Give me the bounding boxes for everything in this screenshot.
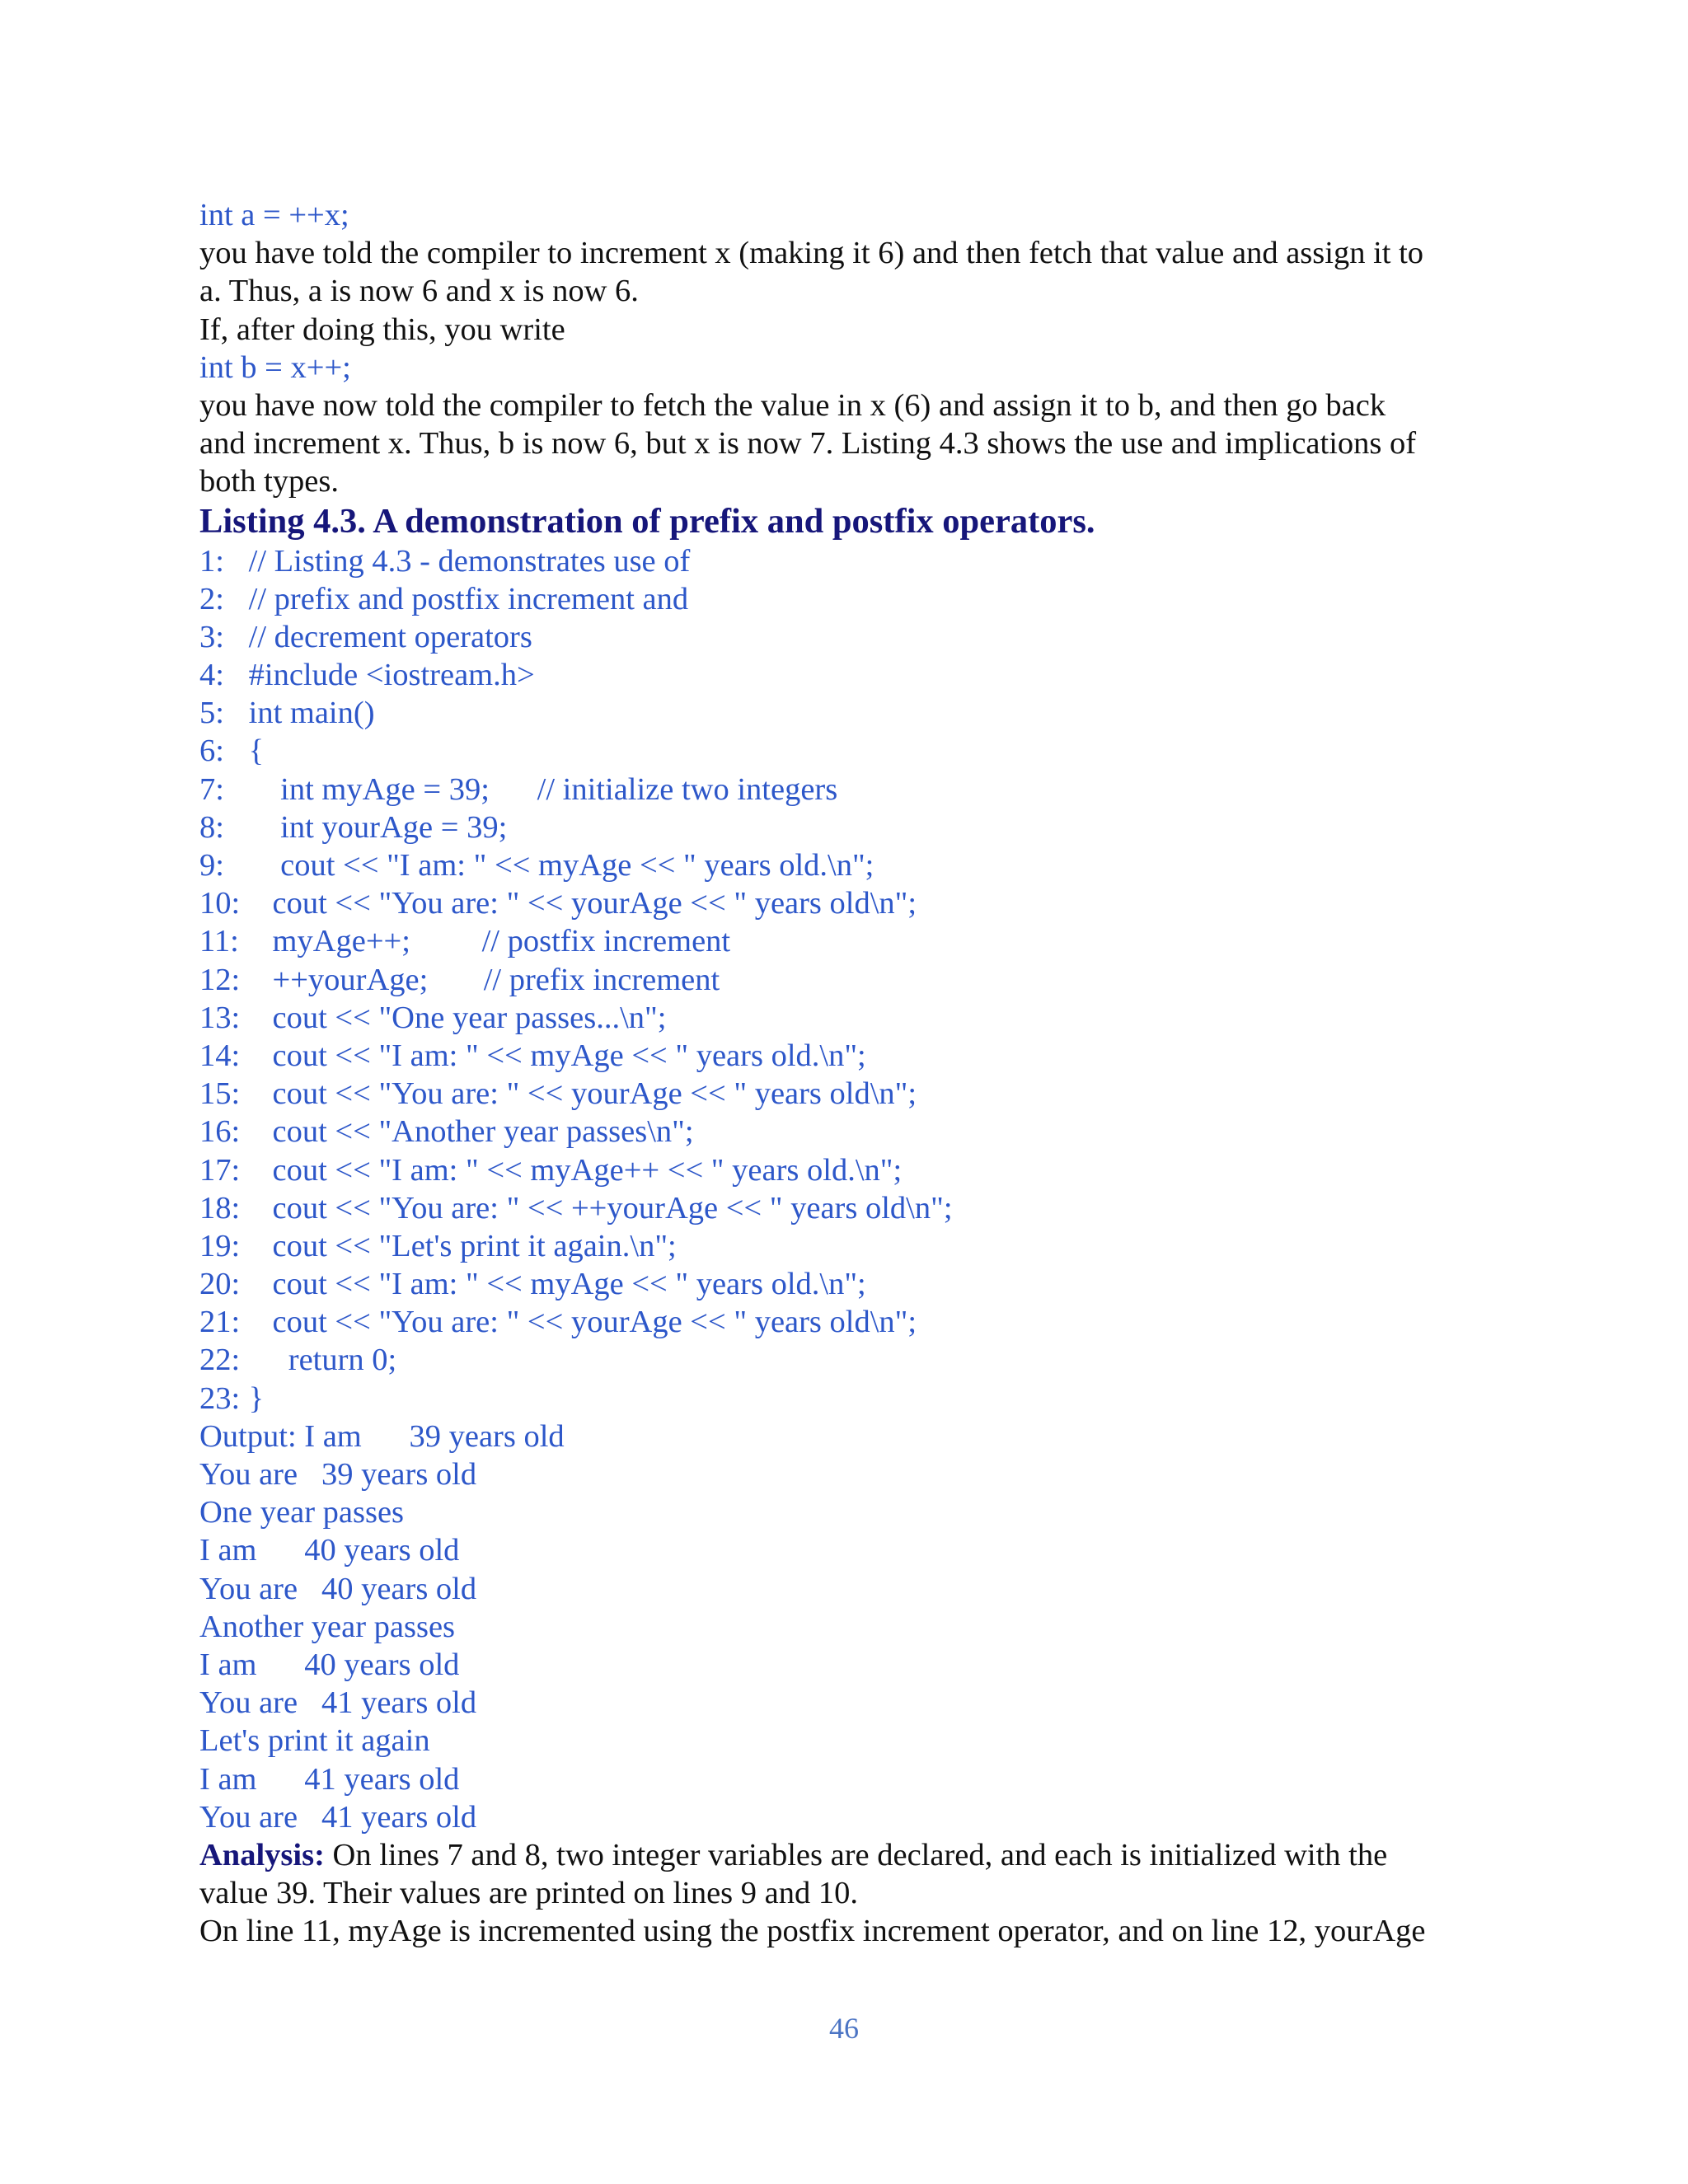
code-text: cout << "You are: " << yourAge << " years old\n";: [241, 1076, 917, 1112]
code-line: [199, 618, 1502, 656]
analysis-text: On lines 7 and 8, two integer variables are declared, and each is initialized with the: [324, 1837, 1388, 1872]
code-line: [199, 922, 1502, 960]
code-text: int myAge = 39; // initialize two integers: [241, 771, 838, 807]
analysis-paragraph-line: On line 11, myAge is incremented using the postfix increment operator, and on line 12, yourAge: [199, 1914, 1426, 1949]
code-line: [199, 884, 1502, 922]
code-text: cout << "I am: " << myAge << " years old.\n";: [241, 1038, 866, 1073]
output-line: You are 40 years old: [199, 1571, 477, 1606]
output-line: You are 41 years old: [199, 1685, 477, 1721]
code-line: [199, 1303, 1502, 1341]
page-number: 46: [829, 2012, 859, 2045]
code-line: [199, 1075, 1502, 1113]
page-content: [199, 196, 1502, 1950]
line-number: 1:: [199, 543, 224, 579]
code-text: #include <iostream.h>: [241, 658, 535, 693]
line-number: 12:: [199, 962, 241, 997]
code-text: return 0;: [241, 1343, 397, 1378]
code-line: [199, 771, 1502, 808]
code-text: // prefix and postfix increment and: [241, 581, 689, 616]
line-number: 18:: [199, 1190, 241, 1226]
output-line: I am 40 years old: [199, 1647, 460, 1682]
code-line: [199, 1380, 1502, 1418]
line-number: 9:: [199, 848, 224, 883]
output-line: I am 41 years old: [199, 1761, 460, 1797]
line-number: 20:: [199, 1267, 241, 1302]
code-text: cout << "I am: " << myAge << " years old.\n";: [241, 848, 874, 883]
code-text: ++yourAge; // prefix increment: [241, 962, 720, 997]
code-text: int yourAge = 39;: [241, 809, 508, 845]
output-line: I am 40 years old: [199, 1533, 460, 1568]
code-line: [199, 846, 1502, 884]
output-line: You are 39 years old: [199, 1457, 477, 1492]
output-line: Let's print it again: [199, 1723, 430, 1759]
paragraph-line: a. Thus, a is now 6 and x is now 6.: [199, 274, 639, 309]
line-number: 16:: [199, 1114, 241, 1150]
line-number: 5:: [199, 696, 224, 731]
line-number: 17:: [199, 1152, 241, 1188]
analysis-label: Analysis:: [199, 1837, 325, 1872]
line-number: 6:: [199, 733, 224, 769]
code-line: [199, 1189, 1502, 1227]
code-text: cout << "You are: " << yourAge << " years old\n";: [241, 886, 917, 921]
code-text: cout << "One year passes...\n";: [241, 1000, 667, 1035]
listing-heading: Listing 4.3. A demonstration of prefix and postfix operators.: [199, 501, 1095, 541]
paragraph-line: If, after doing this, you write: [199, 312, 565, 347]
paragraph-line: you have now told the compiler to fetch the value in x (6) and assign it to b, and then go back: [199, 387, 1386, 423]
code-text: cout << "Let's print it again.\n";: [241, 1228, 677, 1263]
code-text: cout << "Another year passes\n";: [241, 1114, 694, 1150]
code-text: cout << "You are: " << yourAge << " years old\n";: [241, 1305, 917, 1340]
code-line: [199, 656, 1502, 694]
code-line: [199, 580, 1502, 618]
line-number: 8:: [199, 809, 224, 845]
code-line: [199, 542, 1502, 580]
code-line: [199, 732, 1502, 770]
analysis-paragraph-line: [199, 1836, 1502, 1874]
line-number: 15:: [199, 1076, 241, 1112]
code-line: [199, 808, 1502, 846]
code-text: int main(): [241, 696, 375, 731]
output-line: Another year passes: [199, 1609, 456, 1644]
line-number: 4:: [199, 658, 224, 693]
code-line: [199, 694, 1502, 732]
line-number: 14:: [199, 1038, 241, 1073]
code-text: }: [241, 1380, 265, 1416]
program-output: [199, 1418, 1502, 1836]
code-text: myAge++; // postfix increment: [241, 924, 731, 959]
code-line: [199, 1265, 1502, 1303]
code-line: [199, 1113, 1502, 1151]
code-line: [199, 1151, 1502, 1189]
code-line: [199, 1037, 1502, 1075]
code-text: // Listing 4.3 - demonstrates use of: [241, 543, 691, 579]
line-number: 3:: [199, 619, 224, 654]
output-line: Output: I am 39 years old: [199, 1418, 565, 1454]
code-snippet-postfix: int b = x++;: [199, 349, 351, 385]
code-text: cout << "I am: " << myAge++ << " years old.\n";: [241, 1152, 903, 1188]
paragraph-line: and increment x. Thus, b is now 6, but x is now 7. Listing 4.3 shows the use and implications of: [199, 426, 1417, 462]
line-number: 2:: [199, 581, 224, 616]
line-number: 10:: [199, 886, 241, 921]
line-number: 11:: [199, 924, 239, 959]
code-line: [199, 961, 1502, 999]
line-number: 7:: [199, 771, 224, 807]
code-text: cout << "You are: " << ++yourAge << " years old\n";: [241, 1190, 953, 1226]
code-listing: [199, 542, 1502, 1418]
code-line: [199, 999, 1502, 1037]
analysis-paragraph-line: value 39. Their values are printed on lines 9 and 10.: [199, 1876, 859, 1911]
output-line: You are 41 years old: [199, 1799, 477, 1835]
line-number: 13:: [199, 1000, 241, 1035]
code-snippet-prefix: int a = ++x;: [199, 198, 349, 232]
line-number: 19:: [199, 1228, 241, 1263]
paragraph-line: you have told the compiler to increment x (making it 6) and then fetch that value and assign it to: [199, 236, 1424, 271]
paragraph-line: both types.: [199, 464, 339, 499]
code-text: // decrement operators: [241, 619, 532, 654]
code-line: [199, 1341, 1502, 1379]
code-line: [199, 1227, 1502, 1265]
code-text: cout << "I am: " << myAge << " years old.\n";: [241, 1267, 866, 1302]
line-number: 23:: [199, 1380, 241, 1416]
line-number: 21:: [199, 1305, 241, 1340]
output-line: One year passes: [199, 1495, 405, 1530]
line-number: 22:: [199, 1343, 241, 1378]
code-text: {: [241, 733, 265, 769]
